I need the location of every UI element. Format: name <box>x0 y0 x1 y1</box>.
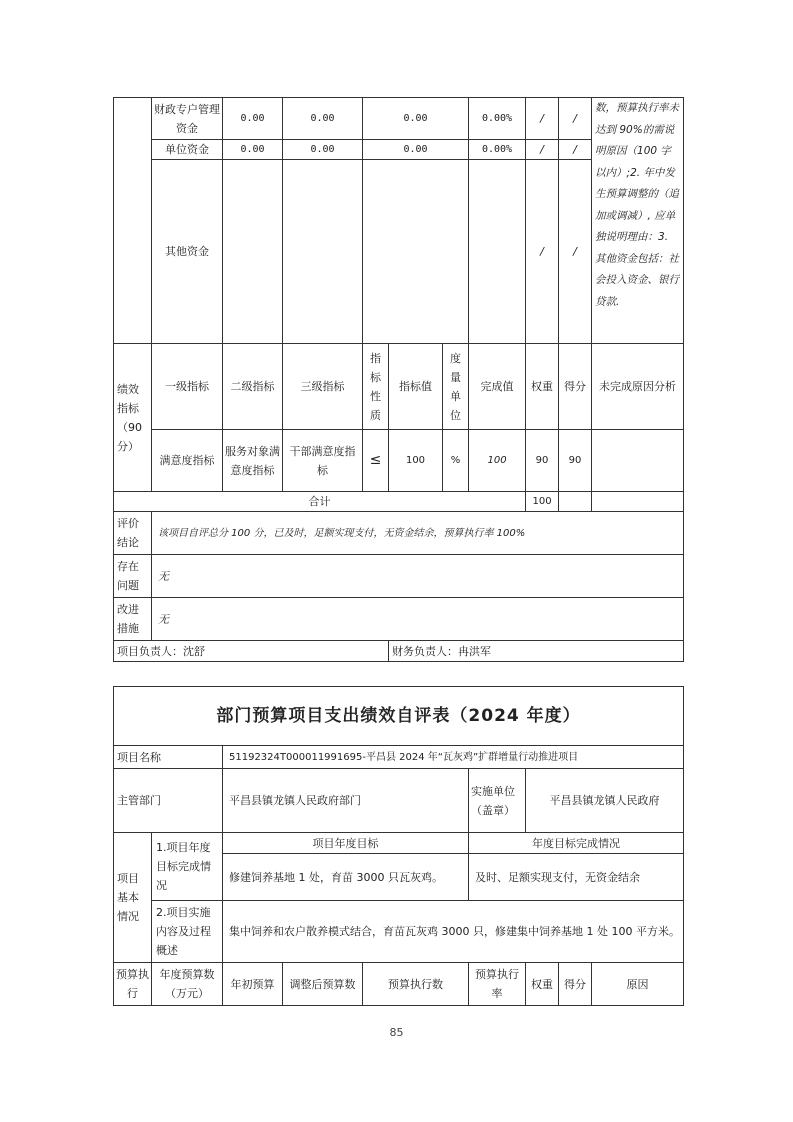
project-name-row <box>114 746 684 769</box>
exec-header: 原因 <box>592 963 684 1006</box>
impl-label: 实施单位（盖章） <box>469 769 526 833</box>
finance-lead: 财务负责人：冉洪军 <box>389 641 684 662</box>
improve-text: 无 <box>152 598 684 641</box>
perf-header: 得分 <box>559 344 592 430</box>
indicator-score: 90 <box>559 430 592 492</box>
fund-label: 财政专户管理资金 <box>152 98 223 140</box>
conclusion-label: 评价结论 <box>114 512 152 555</box>
perf-header-row <box>114 344 684 430</box>
exec-header: 调整后预算数 <box>283 963 363 1006</box>
exec-header: 预算执行率 <box>469 963 526 1006</box>
performance-table-continued <box>113 97 684 662</box>
indicator-nature: ≤ <box>363 430 389 492</box>
unfinished-reason <box>592 430 684 492</box>
project-lead: 项目负责人：沈舒 <box>114 641 389 662</box>
perf-section-label: 绩效指标（90分） <box>114 344 152 492</box>
issues-label: 存在问题 <box>114 555 152 598</box>
issues-row <box>114 555 684 598</box>
improve-row <box>114 598 684 641</box>
score: / <box>559 140 592 160</box>
adjusted-budget: 0.00 <box>283 98 363 140</box>
done-text: 及时、足额实现支付，无资金结余 <box>469 854 684 901</box>
project-name: 51192324T000011991695-平昌县 2024 年“瓦灰鸡”扩群增量行动推进项目 <box>223 746 684 769</box>
adjusted-budget <box>283 160 363 344</box>
indicator-weight: 90 <box>526 430 559 492</box>
budget-note: 数，预算执行率未达到 90%的需说明原因（100 字以内）;2. 年中发生预算调整的（追加或调减）, 应单独说明理由：3. 其他资金包括：社会投入资金、银行贷款. <box>592 98 684 344</box>
perf-header: 权重 <box>526 344 559 430</box>
improve-label: 改进措施 <box>114 598 152 641</box>
page-number: 85 <box>389 1026 404 1039</box>
executed-amount <box>363 160 469 344</box>
goal-text: 修建饲养基地 1 处，育苗 3000 只瓦灰鸡。 <box>223 854 469 901</box>
content-label: 2.项目实施内容及过程概述 <box>152 901 223 963</box>
weight: / <box>526 98 559 140</box>
actual-value: 100 <box>469 430 526 492</box>
perf-header: 二级指标 <box>223 344 283 430</box>
perf-header: 一级指标 <box>152 344 223 430</box>
score: / <box>559 98 592 140</box>
total-row <box>114 492 684 512</box>
perf-header: 完成值 <box>469 344 526 430</box>
dept-label: 主管部门 <box>114 769 223 833</box>
execution-rate <box>469 160 526 344</box>
department-row <box>114 769 684 833</box>
level3-indicator: 干部满意度指标 <box>283 430 363 492</box>
executed-amount: 0.00 <box>363 140 469 160</box>
issues-text: 无 <box>152 555 684 598</box>
initial-budget: 0.00 <box>223 140 283 160</box>
table-title: 部门预算项目支出绩效自评表（2024 年度） <box>114 687 684 746</box>
executed-amount: 0.00 <box>363 98 469 140</box>
exec-header: 预算执行数 <box>363 963 469 1006</box>
goal-header: 项目年度目标 <box>223 833 469 854</box>
signature-row <box>114 641 684 662</box>
content-text: 集中饲养和农户散养模式结合，育苗瓦灰鸡 3000 只，修建集中饲养基地 1 处 100 平方米。 <box>223 901 684 963</box>
content-row <box>114 901 684 963</box>
perf-row <box>114 430 684 492</box>
fund-label: 单位资金 <box>152 140 223 160</box>
basic-info-label: 项目基本情况 <box>114 833 152 963</box>
weight: / <box>526 160 559 344</box>
indicator-unit: % <box>443 430 469 492</box>
project-name-label: 项目名称 <box>114 746 223 769</box>
exec-header: 预算执行 <box>114 963 152 1006</box>
level2-indicator: 服务对象满意度指标 <box>223 430 283 492</box>
exec-header: 年度预算数（万元） <box>152 963 223 1006</box>
initial-budget: 0.00 <box>223 98 283 140</box>
goal-label: 1.项目年度目标完成情况 <box>152 833 223 901</box>
self-evaluation-table <box>113 686 684 1006</box>
level1-indicator: 满意度指标 <box>152 430 223 492</box>
conclusion-text: 该项目自评总分 100 分，已及时，足额实现支付，无资金结余，预算执行率 100% <box>152 512 684 555</box>
exec-header: 得分 <box>559 963 592 1006</box>
fund-label: 其他资金 <box>152 160 223 344</box>
perf-header: 三级指标 <box>283 344 363 430</box>
perf-header: 未完成原因分析 <box>592 344 684 430</box>
initial-budget <box>223 160 283 344</box>
title-row <box>114 687 684 746</box>
done-header: 年度目标完成情况 <box>469 833 684 854</box>
execution-rate: 0.00% <box>469 140 526 160</box>
perf-header: 指标值 <box>389 344 443 430</box>
adjusted-budget: 0.00 <box>283 140 363 160</box>
exec-header: 年初预算 <box>223 963 283 1006</box>
blank-cell <box>114 98 152 344</box>
perf-header: 指标性质 <box>363 344 389 430</box>
total-label: 合计 <box>114 492 526 512</box>
exec-header-row <box>114 963 684 1006</box>
fund-row <box>114 98 684 140</box>
execution-rate: 0.00% <box>469 98 526 140</box>
indicator-value: 100 <box>389 430 443 492</box>
score: / <box>559 160 592 344</box>
weight: / <box>526 140 559 160</box>
total-weight: 100 <box>526 492 559 512</box>
impl-unit: 平昌县镇龙镇人民政府 <box>526 769 684 833</box>
perf-header: 度量单位 <box>443 344 469 430</box>
dept: 平昌县镇龙镇人民政府部门 <box>223 769 469 833</box>
goal-header-row <box>114 833 684 854</box>
exec-header: 权重 <box>526 963 559 1006</box>
conclusion-row <box>114 512 684 555</box>
total-reason <box>592 492 684 512</box>
total-score <box>559 492 592 512</box>
